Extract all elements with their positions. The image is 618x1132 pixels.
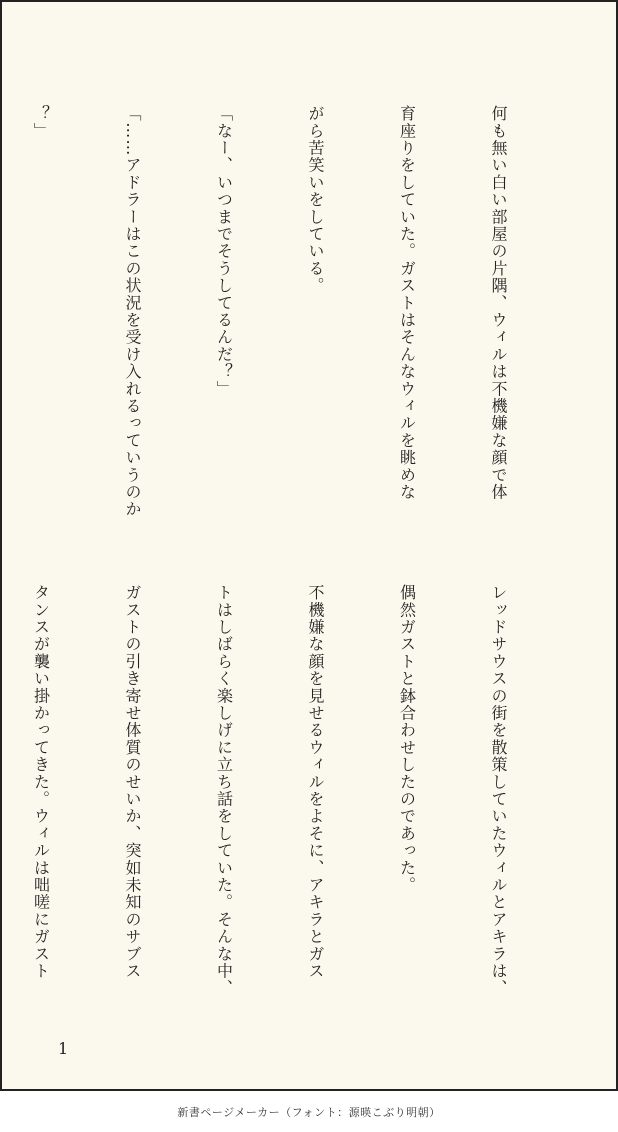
text-line: 何も無い白い部屋の片隅、ウィルは不機嫌な顔で体 [489, 105, 508, 501]
footer-caption: 新書ページメーカー（フォント：源暎こぶり明朝） [177, 1106, 441, 1119]
page-number: 1 [58, 1039, 69, 1058]
text-line: 不機嫌な顔を見せるウィルをよそに、アキラとガス [306, 584, 325, 980]
text-line: がら苦笑いをしている。 [306, 105, 325, 295]
text-block-top [31, 105, 574, 535]
text-line: トはしばらく楽しげに立ち話をしていた。そんな中、 [214, 584, 234, 997]
text-line: タンスが襲い掛かってきた。ウィルは咄嗟にガスト [31, 584, 51, 980]
text-line: 育座りをしていた。ガストはそんなウィルを眺めな [397, 105, 417, 501]
text-line: 「……アドラーはこの状況を受け入れるっていうのか [123, 105, 142, 518]
text-line: 偶然ガストと鉢合わせしたのであった。 [397, 584, 417, 894]
text-line: ガストの引き寄せ体質のせいか、突如未知のサブス [123, 584, 142, 980]
text-line: 「なー、いつまでそうしてるんだ？」 [214, 105, 234, 398]
text-block-bottom [31, 584, 574, 1014]
text-line: レッドサウスの街を散策していたウィルとアキラは、 [489, 584, 508, 997]
text-line: ？」 [31, 105, 51, 140]
